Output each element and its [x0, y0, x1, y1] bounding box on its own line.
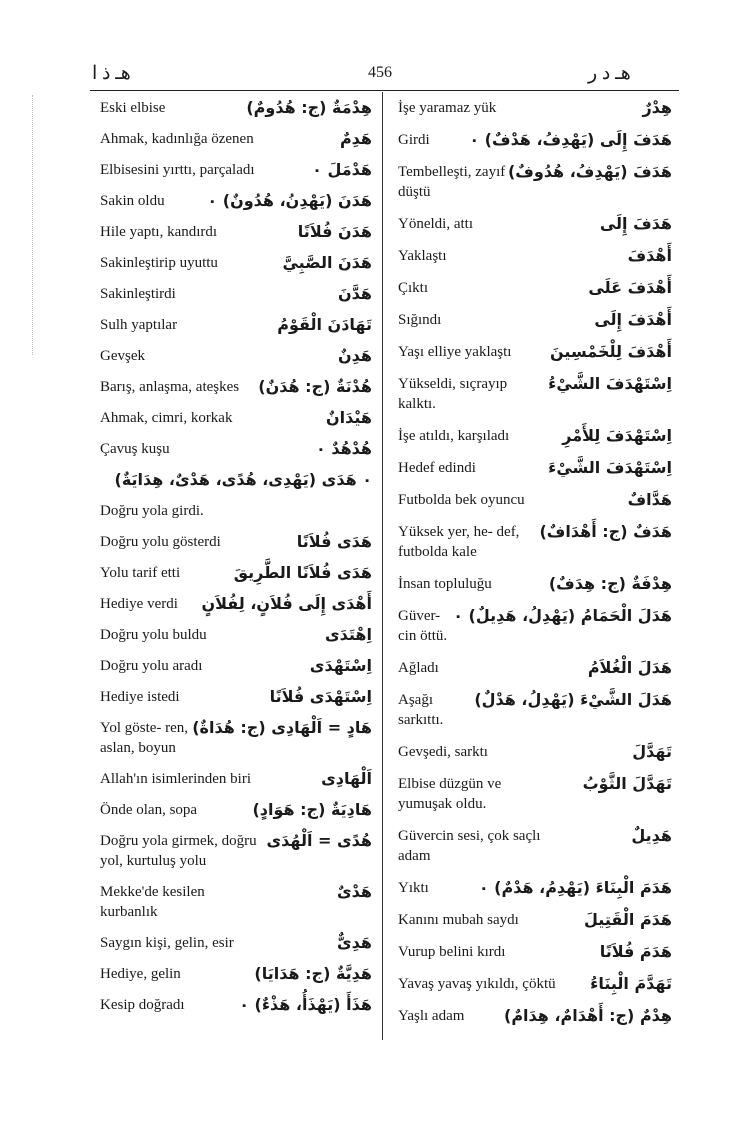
header-left-letters: هـ ذ ا	[92, 63, 131, 84]
dictionary-entry	[398, 162, 672, 202]
arabic-headword: هِدْمٌ (ج: أَهْدَامٌ، هِدَامٌ)	[504, 1006, 672, 1025]
arabic-headword: اِسْتَهْدَفَ لِلأَمْرِ	[562, 426, 672, 445]
turkish-definition: Kanını mubah saydı	[398, 912, 519, 928]
arabic-headword: هَدَّنَ	[338, 284, 372, 303]
arabic-headword: أَهْدَفَ عَلَى	[588, 278, 672, 297]
header-right-letters: هـ د ر	[588, 63, 631, 84]
turkish-definition: Elbise düzgün ve yumuşak oldu.	[398, 776, 502, 812]
arabic-headword: هَدَمَ الْقَتِيلَ	[584, 910, 672, 929]
turkish-definition: Çıktı	[398, 280, 429, 296]
arabic-headword: هَدَى فُلاَنًا	[296, 532, 372, 551]
turkish-definition: Önde olan, sopa	[100, 802, 198, 818]
margin-dots	[32, 95, 35, 355]
dictionary-entry	[398, 310, 672, 330]
dictionary-entry	[100, 315, 372, 335]
arabic-headword: تَهَدَّلَ الثَّوْبُ	[582, 774, 672, 793]
arabic-headword: هُدْهُدٌ ٠	[315, 439, 372, 458]
dictionary-entry	[398, 1006, 672, 1026]
arabic-headword: تَهَادَنَ الْقَوْمُ	[277, 315, 372, 334]
dictionary-entry	[398, 742, 672, 762]
arabic-headword: هَدَفٌ (ج: أَهْدَافٌ)	[539, 522, 672, 541]
arabic-headword: اِهْتَدَى	[324, 625, 372, 644]
dictionary-entry	[100, 191, 372, 211]
turkish-definition: Hediye verdi	[100, 596, 178, 612]
page-number: 456	[368, 64, 392, 81]
arabic-headword: هَدَلَ الْحَمَامُ (يَهْدِلُ، هَدِيلٌ) ٠	[453, 606, 672, 625]
dictionary-entry	[398, 942, 672, 962]
arabic-headword: هِدْفَةٌ (ج: هِدَفٌ)	[548, 574, 672, 593]
dictionary-entry	[100, 882, 372, 922]
dictionary-entry	[100, 964, 372, 984]
turkish-definition: Güver- cin öttü.	[398, 608, 448, 644]
dictionary-entry	[398, 774, 672, 814]
arabic-headword: هِدْرٌ	[642, 98, 672, 117]
turkish-definition: Güvercin sesi, çok saçlı adam	[398, 828, 541, 864]
dictionary-entry	[100, 532, 372, 552]
dictionary-entry	[100, 687, 372, 707]
dictionary-entry	[398, 214, 672, 234]
dictionary-entry	[100, 625, 372, 645]
dictionary-entry	[398, 522, 672, 562]
turkish-definition: Sakinleştirip uyuttu	[100, 255, 218, 271]
turkish-definition: Eski elbise	[100, 100, 166, 116]
dictionary-entry	[100, 129, 372, 149]
column-divider	[382, 92, 383, 1040]
turkish-definition: Ahmak, cimri, korkak	[100, 410, 233, 426]
dictionary-entry	[100, 160, 372, 180]
arabic-headword: هَدَلَ الْغُلاَمُ	[587, 658, 672, 677]
turkish-definition: Sulh yaptılar	[100, 317, 178, 333]
arabic-headword: اِسْتَهْدَفَ الشَّيْءَ	[548, 458, 672, 477]
arabic-headword: هَدَفَ إِلَى (يَهْدِفُ، هَدْفٌ) ٠	[469, 130, 672, 149]
arabic-headword: اِسْتَهْدَفَ الشَّيْءُ	[548, 374, 672, 393]
arabic-headword: هَادِيَةٌ (ج: هَوَادٍ)	[252, 800, 372, 819]
arabic-headword: اِسْتَهْدَى	[309, 656, 372, 675]
dictionary-entry	[398, 658, 672, 678]
dictionary-entry	[398, 574, 672, 594]
dictionary-entry	[398, 374, 672, 414]
dictionary-entry	[100, 470, 372, 490]
arabic-headword: تَهَدَّمَ الْبِنَاءُ	[590, 974, 672, 993]
arabic-headword: أَهْدَفَ لِلْخَمْسِينَ	[550, 342, 672, 361]
dictionary-entry	[100, 831, 372, 871]
dictionary-entry	[398, 278, 672, 298]
turkish-definition: Elbisesini yırttı, parçaladı	[100, 162, 255, 178]
turkish-definition: Vurup belini kırdı	[398, 944, 506, 960]
turkish-definition: Barış, anlaşma, ateşkes	[100, 379, 240, 395]
turkish-definition: Hediye, gelin	[100, 966, 181, 982]
turkish-definition: Yaşlı adam	[398, 1008, 465, 1024]
turkish-definition: Çavuş kuşu	[100, 441, 170, 457]
arabic-headword: هَيْدَانٌ	[325, 408, 372, 427]
turkish-definition: Kesip doğradı	[100, 997, 185, 1013]
turkish-definition: İnsan topluluğu	[398, 576, 492, 592]
arabic-headword: هَدَنَ الصَّبِيَّ	[282, 253, 372, 272]
right-column	[398, 98, 672, 1038]
turkish-definition: Aşağı sarkıttı.	[398, 692, 444, 728]
turkish-definition: Yıktı	[398, 880, 429, 896]
turkish-definition: Hedef edindi	[398, 460, 476, 476]
dictionary-entry	[100, 439, 372, 459]
dictionary-entry	[100, 501, 372, 521]
dictionary-entry	[398, 130, 672, 150]
arabic-headword: هَادٍ = اَلْهَادِى (ج: هُدَاةٌ)	[192, 718, 372, 737]
dictionary-entry	[398, 878, 672, 898]
dictionary-entry	[398, 98, 672, 118]
turkish-definition: Saygın kişi, gelin, esir	[100, 935, 234, 951]
turkish-definition: Doğru yolu buldu	[100, 627, 207, 643]
turkish-definition: Yol göste- ren, aslan, boyun	[100, 720, 189, 756]
arabic-headword: هَدَنَ فُلاَنًا	[297, 222, 372, 241]
dictionary-entry	[398, 490, 672, 510]
dictionary-entry	[398, 690, 672, 730]
arabic-headword: هَدِمٌ	[339, 129, 372, 148]
dictionary-entry	[100, 98, 372, 118]
dictionary-entry	[100, 594, 372, 614]
turkish-definition: Yolu tarif etti	[100, 565, 181, 581]
arabic-headword: هَدَّافٌ	[627, 490, 672, 509]
dictionary-entry	[100, 284, 372, 304]
turkish-definition: Yöneldi, attı	[398, 216, 473, 232]
arabic-headword: هَدِيَّةٌ (ج: هَدَايَا)	[254, 964, 372, 983]
turkish-definition: Sakin oldu	[100, 193, 165, 209]
turkish-definition: Ahmak, kadınlığa özenen	[100, 131, 254, 147]
turkish-definition: Doğru yolu aradı	[100, 658, 203, 674]
arabic-headword: هَدَنَ (يَهْدِنُ، هُدُونٌ) ٠	[207, 191, 372, 210]
arabic-headword: تَهَدَّلَ	[632, 742, 672, 761]
turkish-definition: Allah'ın isimlerinden biri	[100, 771, 252, 787]
dictionary-entry	[398, 606, 672, 646]
arabic-headword: هَدَمَ فُلاَنًا	[599, 942, 672, 961]
turkish-definition: Gevşek	[100, 348, 145, 364]
arabic-headword: هَدْمَلَ ٠	[312, 160, 372, 179]
arabic-headword: هَدِنٌ	[338, 346, 372, 365]
arabic-headword: هَدِىٌّ	[337, 933, 372, 952]
dictionary-entry	[100, 933, 372, 953]
dictionary-entry	[100, 718, 372, 758]
dictionary-entry	[398, 342, 672, 362]
arabic-headword: هَدَفَ (يَهْدِفُ، هُدُوفٌ)	[507, 162, 672, 181]
dictionary-entry	[100, 253, 372, 273]
left-column	[100, 98, 372, 1026]
turkish-definition: Gevşedi, sarktı	[398, 744, 488, 760]
arabic-headword: ٠ هَدَى (يَهْدِى، هُدًى، هَدْىٌ، هِدَايَةٌ)	[114, 470, 372, 489]
turkish-definition: Yavaş yavaş yıkıldı, çöktü	[398, 976, 556, 992]
arabic-headword: هَدِيلٌ	[631, 826, 672, 845]
arabic-headword: هَدْىٌ	[337, 882, 372, 901]
dictionary-entry	[100, 377, 372, 397]
dictionary-entry	[398, 458, 672, 478]
arabic-headword: هَدَفَ إِلَى	[599, 214, 672, 233]
turkish-definition: Mekke'de kesilen kurbanlık	[100, 884, 205, 920]
dictionary-entry	[398, 826, 672, 866]
arabic-headword: هِدْمَةٌ (ج: هُدُومٌ)	[246, 98, 372, 117]
turkish-definition: Ağladı	[398, 660, 439, 676]
turkish-definition: Doğru yolu gösterdi	[100, 534, 221, 550]
turkish-definition: Hediye istedi	[100, 689, 180, 705]
turkish-definition: Doğru yola girdi.	[100, 503, 204, 519]
turkish-definition: Sığındı	[398, 312, 442, 328]
header-rule	[90, 90, 679, 91]
dictionary-entry	[100, 656, 372, 676]
arabic-headword: هَدَمَ الْبِنَاءَ (يَهْدِمُ، هَدْمٌ) ٠	[478, 878, 672, 897]
dictionary-entry	[100, 769, 372, 789]
turkish-definition: İşe atıldı, karşıladı	[398, 428, 510, 444]
turkish-definition: Yükseldi, sıçrayıp kalktı.	[398, 376, 508, 412]
turkish-definition: Doğru yola girmek, doğru yol, kurtuluş yolu	[100, 833, 257, 869]
turkish-definition: Yaşı elliye yaklaştı	[398, 344, 512, 360]
dictionary-entry	[100, 563, 372, 583]
dictionary-entry	[100, 346, 372, 366]
turkish-definition: Tembelleşti, zayıf düştü	[398, 164, 506, 200]
dictionary-entry	[100, 222, 372, 242]
dictionary-entry	[398, 426, 672, 446]
turkish-definition: Girdi	[398, 132, 430, 148]
dictionary-entry	[398, 910, 672, 930]
arabic-headword: هُدْنَةٌ (ج: هُدَنٌ)	[258, 377, 372, 396]
turkish-definition: Yaklaştı	[398, 248, 447, 264]
dictionary-entry	[100, 995, 372, 1015]
turkish-definition: Sakinleştirdi	[100, 286, 176, 302]
arabic-headword: أَهْدَفَ إِلَى	[594, 310, 672, 329]
arabic-headword: أَهْدَى إِلَى فُلاَنٍ، لِفُلاَنٍ	[201, 594, 372, 613]
arabic-headword: اِسْتَهْدَى فُلاَنًا	[269, 687, 372, 706]
arabic-headword: هُدًى = اَلْهُدَى	[266, 831, 372, 850]
turkish-definition: Hile yaptı, kandırdı	[100, 224, 218, 240]
dictionary-entry	[398, 246, 672, 266]
dictionary-entry	[398, 974, 672, 994]
turkish-definition: Futbolda bek oyuncu	[398, 492, 525, 508]
dictionary-entry	[100, 408, 372, 428]
turkish-definition: Yüksek yer, he- def, futbolda kale	[398, 524, 520, 560]
turkish-definition: İşe yaramaz yük	[398, 100, 497, 116]
arabic-headword: هَدَى فُلاَنًا الطَّرِيقَ	[233, 563, 372, 582]
dictionary-entry	[100, 800, 372, 820]
arabic-headword: هَدَلَ الشَّيْءَ (يَهْدِلُ، هَدْلٌ)	[474, 690, 672, 709]
arabic-headword: اَلْهَادِى	[321, 769, 372, 788]
arabic-headword: أَهْدَفَ	[627, 246, 672, 265]
arabic-headword: هَذَأَ (يَهْذَأُ، هَذْءٌ) ٠	[239, 995, 372, 1014]
